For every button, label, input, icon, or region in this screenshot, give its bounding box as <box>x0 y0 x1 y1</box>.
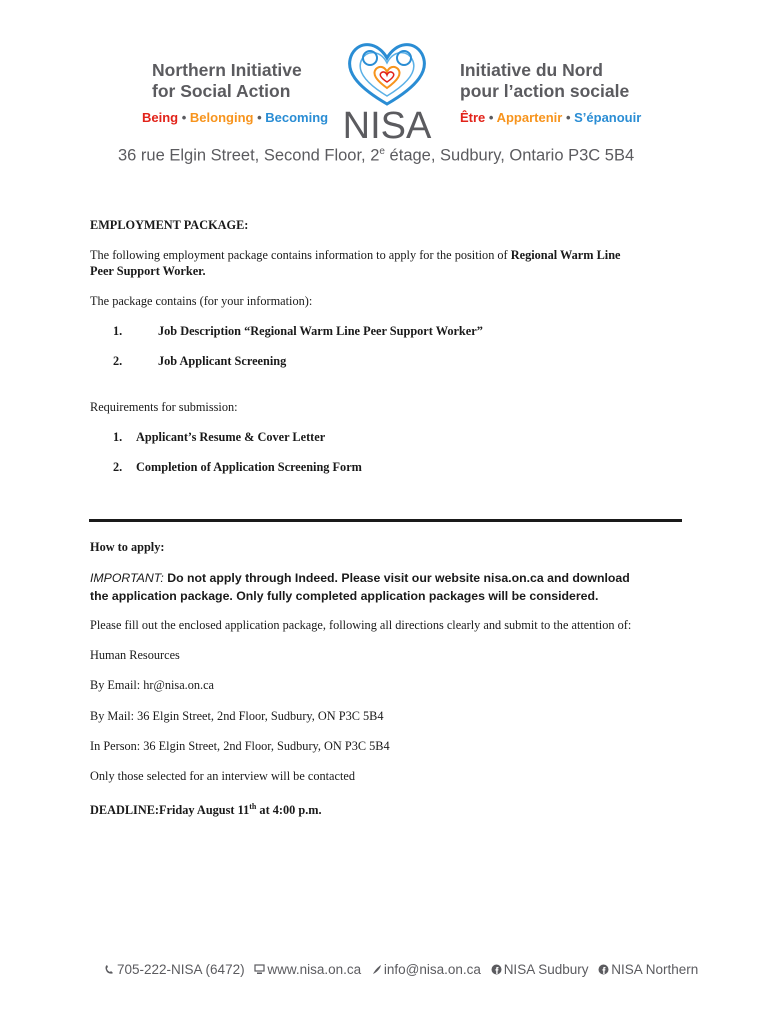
requirement-number-1: 1. <box>113 430 123 444</box>
contents-item-1: Job Description “Regional Warm Line Peer Support Worker” <box>158 324 483 338</box>
tagline-en: Being • Belonging • Becoming <box>142 110 329 125</box>
deadline-day: Friday August 11 <box>159 803 250 818</box>
org-name-en-line1: Northern Initiative <box>152 60 302 80</box>
tagline-fr: Être • Appartenir • S’épanouir <box>460 110 642 125</box>
footer-social1-text: NISA Sudbury <box>503 962 589 977</box>
footer-website[interactable] <box>254 962 361 977</box>
apply-heading: How to apply: <box>90 540 165 554</box>
org-name-en-line2: for Social Action <box>152 81 291 101</box>
department: Human Resources <box>90 648 180 662</box>
org-name-fr-line2: pour l’action sociale <box>460 81 630 101</box>
address-part2: étage, Sudbury, Ontario P3C 5B4 <box>384 146 635 165</box>
contact-email: By Email: hr@nisa.on.ca <box>90 678 215 692</box>
section-divider <box>89 519 682 522</box>
logo-text: NISA <box>342 105 432 144</box>
footer-email[interactable] <box>371 962 481 977</box>
contents-number-1: 1. <box>113 324 123 338</box>
important-notice <box>90 569 650 605</box>
tagline-en-becoming: Becoming <box>265 110 329 125</box>
deadline-label: DEADLINE: <box>90 803 160 818</box>
contact-mail: By Mail: 36 Elgin Street, 2nd Floor, Sudbury, ON P3C 5B4 <box>90 709 384 723</box>
computer-icon <box>254 964 265 975</box>
facebook-icon <box>491 964 502 975</box>
tagline-en-belonging: Belonging <box>189 110 254 125</box>
phone-icon <box>104 964 115 975</box>
address-line <box>118 146 634 166</box>
deadline-time: at 4:00 p.m. <box>256 803 322 818</box>
apply-instructions: Please fill out the enclosed application package, following all directions clearly and submit to the attention of: <box>90 618 632 632</box>
footer-phone <box>104 962 245 977</box>
footer-phone-text: 705-222-NISA (6472) <box>117 962 245 977</box>
intro-position-line1: Regional Warm Line <box>510 248 621 262</box>
tagline-fr-appartenir: Appartenir <box>496 110 563 125</box>
footer-social-northern[interactable] <box>598 962 698 977</box>
org-name-fr <box>460 60 629 102</box>
requirement-item-2: Completion of Application Screening Form <box>136 460 362 474</box>
contents-item-2: Job Applicant Screening <box>158 354 287 368</box>
deadline-sup: th <box>249 802 257 811</box>
contents-number-2: 2. <box>113 354 123 368</box>
footer-social2-text: NISA Northern <box>611 962 699 977</box>
tagline-en-being: Being <box>142 110 179 125</box>
tagline-fr-epanouir: S’épanouir <box>574 110 642 125</box>
contains-label: The package contains (for your information): <box>90 294 313 308</box>
contact-in-person: In Person: 36 Elgin Street, 2nd Floor, Sudbury, ON P3C 5B4 <box>90 739 390 753</box>
requirement-number-2: 2. <box>113 460 123 474</box>
org-name-fr-line1: Initiative du Nord <box>460 60 603 80</box>
requirements-label: Requirements for submission: <box>90 400 238 414</box>
intro-prefix: The following employment package contains information to apply for the position of <box>90 248 511 262</box>
footer-website-text: www.nisa.on.ca <box>267 962 362 977</box>
footer <box>104 962 698 977</box>
nisa-logo <box>338 36 436 144</box>
facebook-icon <box>598 964 609 975</box>
package-intro <box>90 247 621 264</box>
deadline <box>90 798 322 819</box>
feather-icon <box>371 964 382 975</box>
contact-note: Only those selected for an interview will be contacted <box>90 769 355 783</box>
important-text: Do not apply through Indeed. Please visit our website nisa.on.ca and download the application package. Only fully completed application packages will be considered. <box>90 571 630 603</box>
requirement-item-1: Applicant’s Resume & Cover Letter <box>136 430 326 444</box>
org-name-en <box>152 60 302 102</box>
heart-logo-icon <box>338 36 436 144</box>
footer-social-sudbury[interactable] <box>491 962 589 977</box>
address-part1: 36 rue Elgin Street, Second Floor, 2 <box>118 146 380 165</box>
package-heading: EMPLOYMENT PACKAGE: <box>90 218 249 232</box>
footer-email-text: info@nisa.on.ca <box>383 962 481 977</box>
address-sup: e <box>379 146 385 157</box>
important-label: IMPORTANT: <box>90 571 164 585</box>
intro-position-line2: Peer Support Worker. <box>90 264 206 278</box>
tagline-fr-etre: Être <box>460 110 486 125</box>
